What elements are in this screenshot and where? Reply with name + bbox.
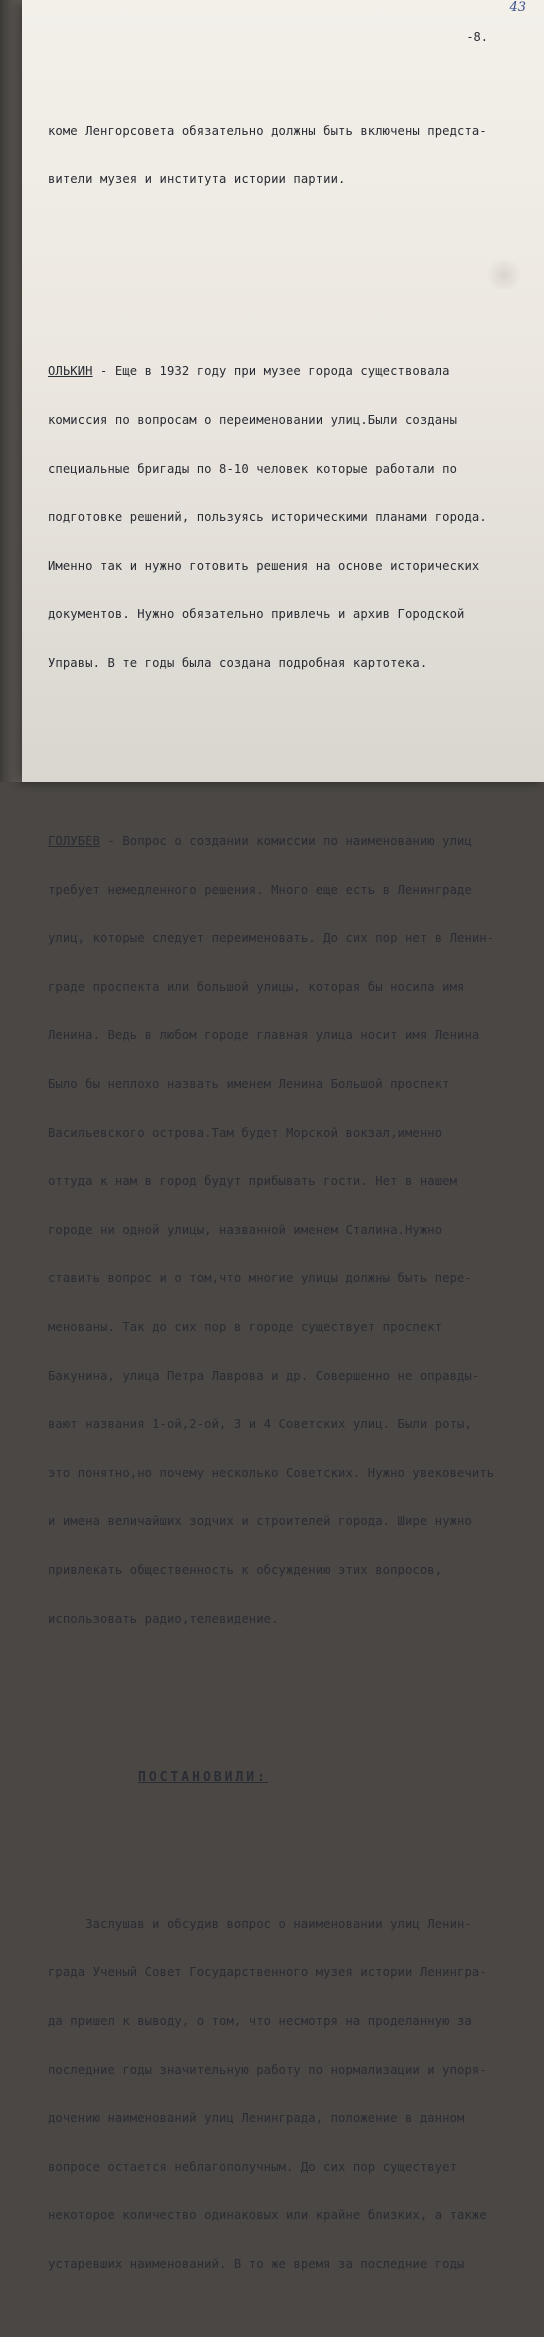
text-line: и имена величайших зодчих и строителей города. Шире нужно: [48, 1514, 472, 1529]
text-line: устаревших наименований. В то же время за последние годы: [48, 2256, 465, 2271]
text-line: вопросе остается неблагополучным. До сих пор существует: [48, 2159, 458, 2174]
text-line: града Ученый Совет Государственного музея истории Ленингра-: [48, 1965, 487, 1980]
text-line: городе ни одной улицы, названной именем Сталина.Нужно: [48, 1222, 443, 1237]
typed-text: [48, 58, 534, 2337]
text-line: это понятно,но почему несколько Советских. Нужно увековечить: [48, 1465, 495, 1480]
speaker-name: ОЛЬКИН: [48, 364, 93, 379]
page-number: -8.: [466, 30, 488, 44]
text-line: привлекать общественность к обсуждению этих вопросов,: [48, 1562, 443, 1577]
text-line: - Вопрос о создании комиссии по наименованию улиц: [100, 834, 472, 848]
text-line: Васильевского острова.Там будет Морской вокзал,именно: [48, 1125, 443, 1140]
resolution-heading: ПОСТАНОВИЛИ:: [138, 1770, 268, 1786]
speaker-name: ГОЛУБЕВ: [48, 834, 101, 848]
document-page: [22, 0, 544, 2271]
paragraph-continuation: [48, 90, 534, 220]
text-line: дочению наименований улиц Ленинграда, положение в данном: [48, 2111, 465, 2126]
text-line: улиц, которые следует переименовать. До сих пор нет в Ленин-: [48, 931, 495, 946]
text-line: некоторое количество одинаковых или крайне близких, а также: [48, 2208, 487, 2223]
handwritten-page-number: 43: [509, 0, 526, 15]
text-line: последние годы значительную работу по нормализации и упоря-: [48, 2062, 487, 2077]
text-line: требует немедленного решения. Много еще есть в Ленинграде: [48, 882, 472, 897]
paragraph-olkin: [48, 331, 534, 704]
paragraph-golubev: [48, 801, 534, 1660]
text-line: - Еще в 1932 году при музее города существовала: [92, 364, 450, 379]
text-line: Именно так и нужно готовить решения на основе исторических: [48, 558, 480, 573]
text-line: оттуда к нам в город будут прибывать гости. Нет в нашем: [48, 1174, 458, 1189]
desk-edge: [0, 0, 22, 782]
text-line: менованы. Так до сих пор в городе существует проспект: [48, 1319, 443, 1334]
text-line: Бакунина, улица Петра Лаврова и др. Совершенно не оправды-: [48, 1368, 480, 1383]
text-line: Ленина. Ведь в любом городе главная улица носит имя Ленина: [48, 1028, 480, 1043]
text-line: специальные бригады по 8-10 человек которые работали по: [48, 461, 458, 476]
text-line: Управы. В те годы была создана подробная картотека.: [48, 655, 428, 670]
text-line: документов. Нужно обязательно привлечь и архив Городской: [48, 607, 465, 622]
text-line: вают названия 1-ой,2-ой, 3 и 4 Советских улиц. Были роты,: [48, 1417, 472, 1432]
text-line: использовать радио,телевидение.: [48, 1611, 279, 1626]
text-line: вители музея и института истории партии.: [48, 172, 346, 187]
text-line: Заслушав и обсудив вопрос о наименовании улиц Ленин-: [48, 1916, 472, 1931]
text-line: да пришел к выводу, о том, что несмотря на проделанную за: [48, 2013, 472, 2028]
text-line: граде проспекта или большой улицы, которая бы носила имя: [48, 979, 465, 994]
text-line: Было бы неплохо назвать именем Ленина Большой проспект: [48, 1076, 450, 1091]
text-line: подготовке решений, пользуясь историческими планами города.: [48, 510, 487, 525]
text-line: комиссия по вопросам о переименовании улиц.Были созданы: [48, 413, 458, 428]
text-line: коме Ленгорсовета обязательно должны быть включены предста-: [48, 123, 487, 138]
text-line: ставить вопрос и о том,что многие улицы должны быть пере-: [48, 1271, 472, 1286]
resolution-paragraph: [48, 1883, 534, 2304]
